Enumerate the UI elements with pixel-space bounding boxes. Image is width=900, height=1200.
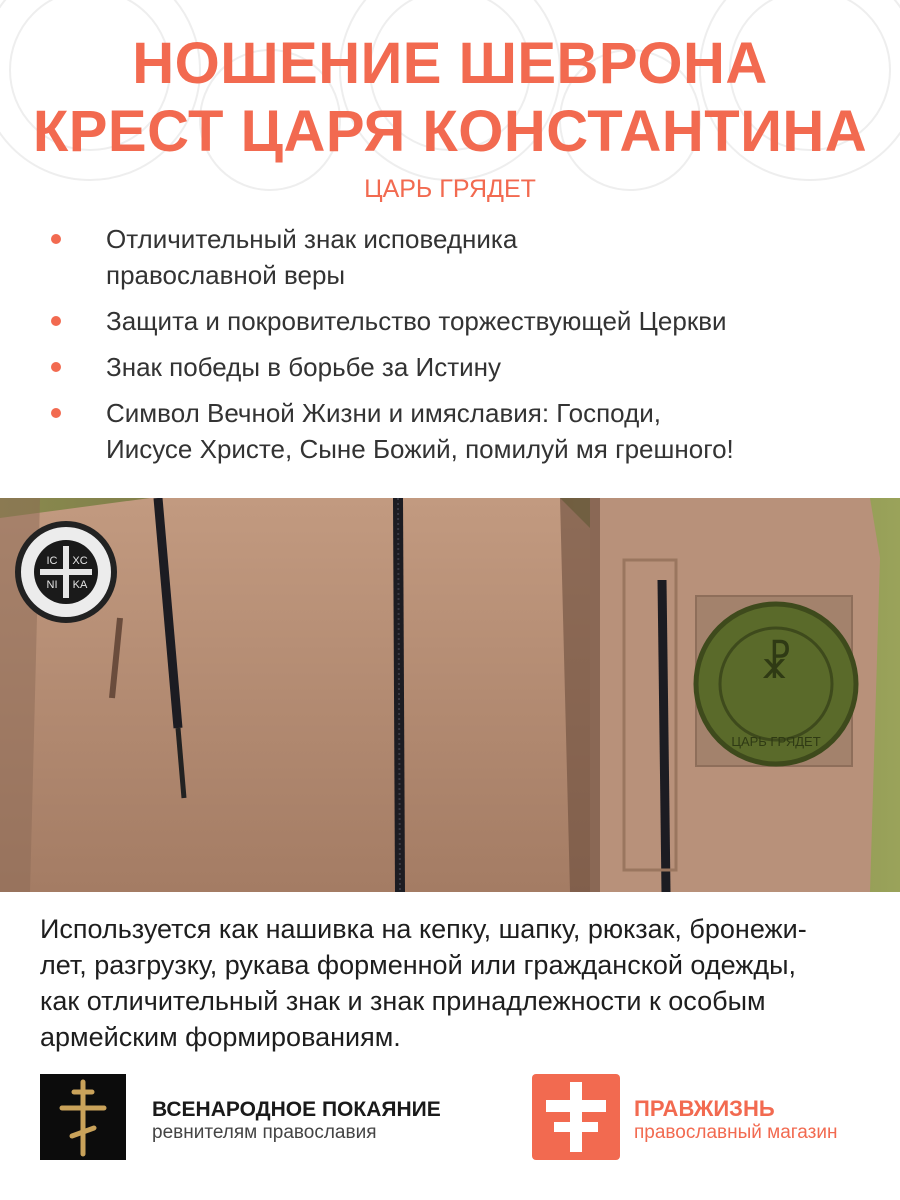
svg-text:☧: ☧ [759,639,793,688]
list-item: Символ Вечной Жизни и имяславия: Господи, Иисусе Христе, Сыне Божий, помилуй мя грешного! [0,395,900,467]
list-item: Знак победы в борьбе за Истину [0,349,900,385]
logo-right-tagline: православный магазин [634,1122,838,1143]
title-line-2: КРЕСТ ЦАРЯ КОНСТАНТИНА [32,99,868,164]
orthodox-cross-icon [40,1074,126,1160]
list-item: Отличительный знак исповедника православной веры [0,221,900,293]
patch-letter: XC [72,555,88,567]
bullet-dot-icon [51,362,61,372]
logo-right-name: ПРАВЖИЗНЬ [634,1096,775,1121]
logo-left-tagline: ревнителям православия [152,1122,377,1143]
patch-letter: KA [72,579,88,591]
bullet-dot-icon [51,408,61,418]
page-subtitle: ЦАРЬ ГРЯДЕТ [364,175,536,203]
page-title [0,30,900,166]
title-line-1: НОШЕНИЕ ШЕВРОНА [132,31,768,96]
logo-left-name: ВСЕНАРОДНОЕ ПОКАЯНИЕ [152,1098,441,1121]
bullet-dot-icon [51,316,61,326]
patch-ring-text: ЦАРЬ ГРЯДЕТ [731,734,821,749]
bullet-dot-icon [51,234,61,244]
patch-letter: IC [46,555,58,567]
list-item: Защита и покровительство торжествующей Церкви [0,303,900,339]
logo-vsenarodnoe-pokayanie[interactable] [40,1074,480,1160]
feature-list [0,221,900,477]
cross-logo-icon [532,1074,620,1160]
usage-description: Используется как нашивка на кепку, шапку, рюкзак, бронежи- лет, разгрузку, рукава форменной или гражданской одежды, как отличительный знак и знак принадлежности к особым армейским формированиям. [40,914,807,1052]
patch-letter: NI [46,579,58,591]
logo-pravzhizn[interactable] [532,1074,872,1160]
jacket-photo [0,498,900,892]
